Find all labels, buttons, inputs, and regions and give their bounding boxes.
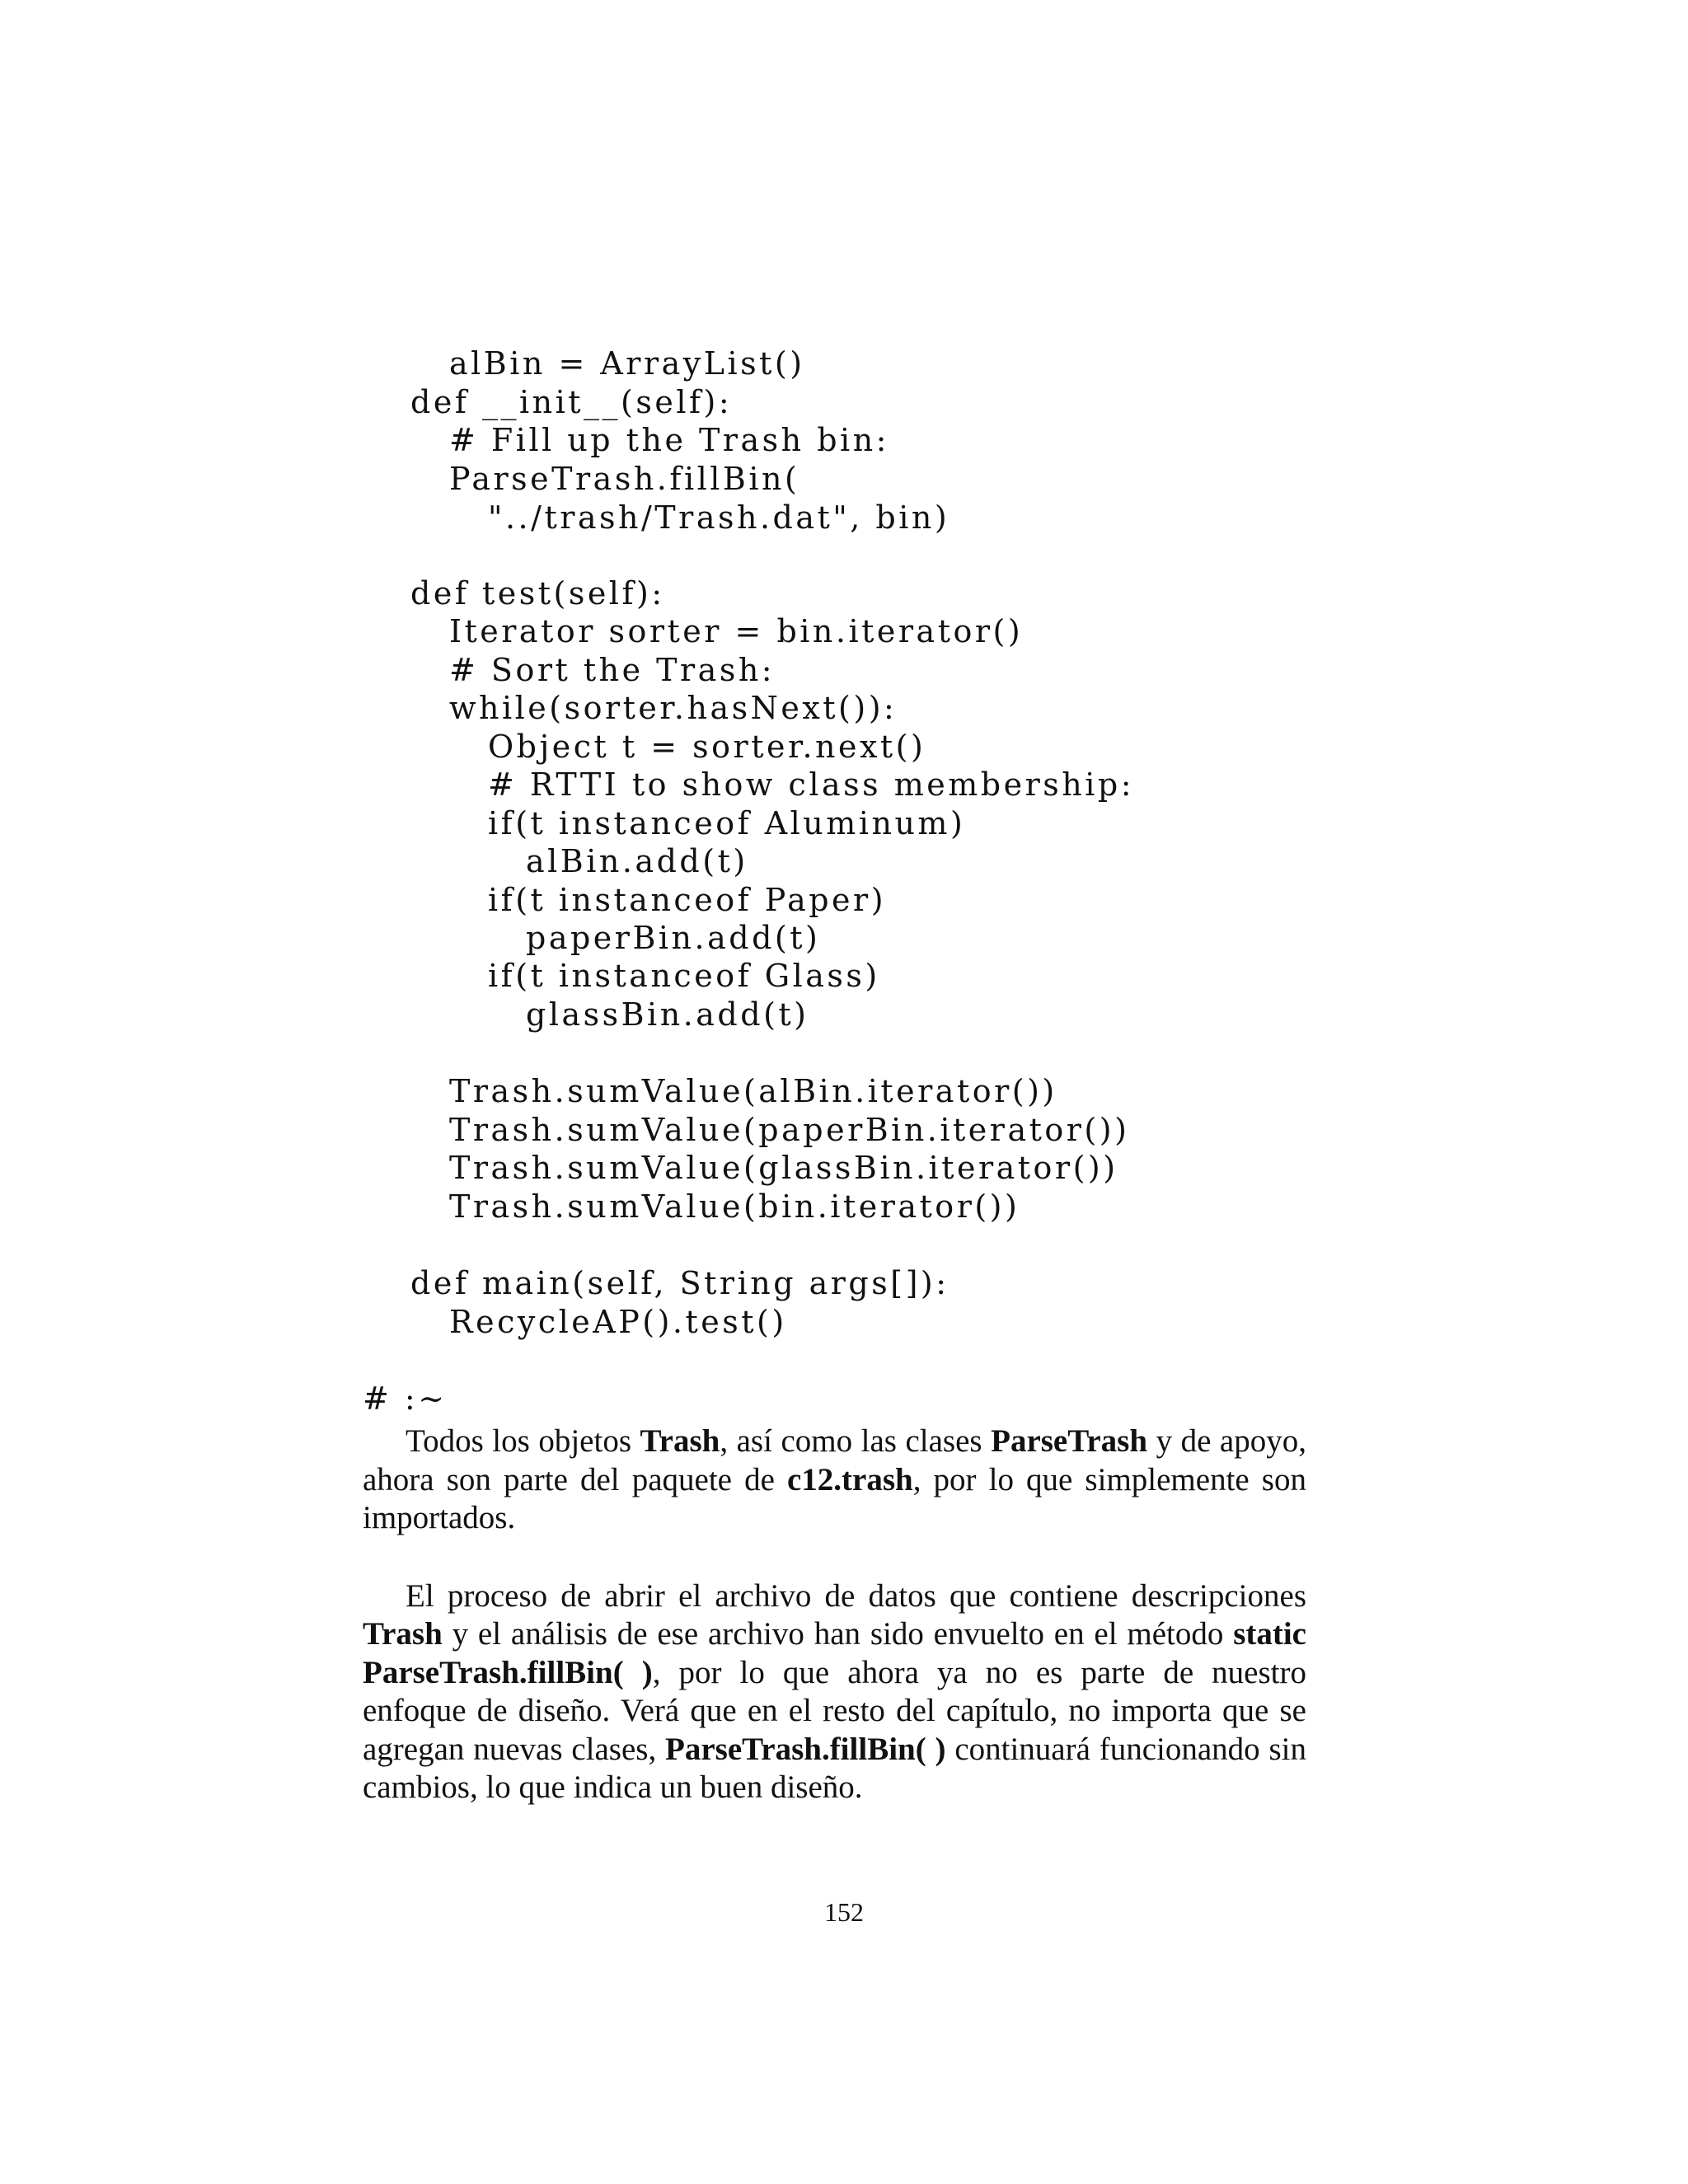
bold-term: Trash [363,1616,443,1652]
code-line: # Sort the Trash: [449,652,776,688]
code-line: "../trash/Trash.dat", bin) [488,499,950,536]
code-line: if(t instanceof Glass) [488,958,880,994]
text-run: y el análisis de ese archivo han sido envuelto en el método [442,1616,1234,1652]
code-line: glassBin.add(t) [526,996,809,1033]
code-line: Trash.sumValue(paperBin.iterator()) [449,1112,1130,1148]
code-line: Trash.sumValue(bin.iterator()) [449,1188,1020,1225]
paragraph [363,1422,1306,1538]
code-line: # :~ [363,1380,448,1417]
code-line: Trash.sumValue(alBin.iterator()) [449,1073,1057,1109]
text-run: Todos los objetos [406,1423,640,1459]
code-line: ParseTrash.fillBin( [449,461,800,497]
prose-body [363,1422,1306,1847]
code-line: while(sorter.hasNext()): [449,690,898,726]
code-line: paperBin.add(t) [526,920,821,956]
code-line: alBin = ArrayList() [449,345,805,382]
code-line: if(t instanceof Paper) [488,882,887,918]
code-line: # RTTI to show class membership: [488,766,1134,803]
bold-term: static ParseTrash.fillBin( ) [363,1616,1306,1690]
page-number: 152 [824,1897,864,1927]
code-line: alBin.add(t) [526,843,748,879]
text-run: , por lo que ahora ya no es parte de nuestro enfoque de diseño. Verá que en el resto del capítulo, no importa que se agregan nuevas clases, [363,1654,1306,1767]
text-run: El proceso de abrir el archivo de datos que contiene descripciones [406,1577,1306,1614]
code-line: # Fill up the Trash bin: [449,422,889,458]
text-run: , por lo que simplemente son importados. [363,1461,1306,1535]
paragraph [363,1577,1306,1807]
code-line: def test(self): [410,575,665,612]
code-line: RecycleAP().test() [449,1304,787,1340]
bold-term: ParseTrash.fillBin( ) [665,1731,946,1767]
text-run: , así como las clases [720,1423,992,1459]
text-run: continuará funcionando sin cambios, lo que indica un buen diseño. [363,1731,1306,1805]
code-line: Iterator sorter = bin.iterator() [449,613,1024,649]
bold-term: c12.trash [786,1461,913,1497]
code-line: Trash.sumValue(glassBin.iterator()) [449,1150,1118,1186]
code-line: Object t = sorter.next() [488,729,926,765]
text-run: y de apoyo, ahora son parte del paquete de [363,1423,1306,1497]
code-line: def main(self, String args[]): [410,1265,950,1301]
bold-term: ParseTrash [991,1423,1148,1459]
code-line: def __init__(self): [410,384,733,420]
code-line: if(t instanceof Aluminum) [488,805,966,841]
bold-term: Trash [640,1423,720,1459]
